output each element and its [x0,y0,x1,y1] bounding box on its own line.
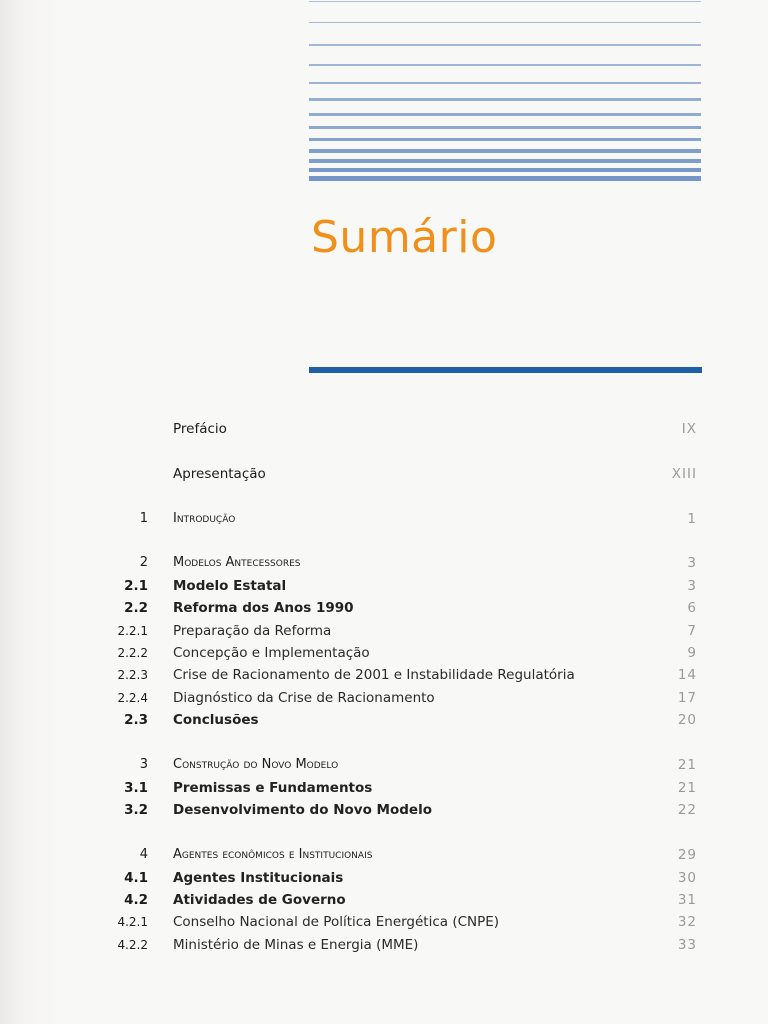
toc-entry-page: 30 [677,870,697,886]
toc-entry-number: 2.2 [124,600,148,616]
toc-entry-number: 3.2 [124,802,148,818]
toc-entry[interactable] [0,754,768,776]
toc-entry-number: 4.2.2 [117,938,148,952]
toc-entry-page: 31 [677,892,697,908]
toc-entry[interactable] [0,642,768,664]
toc-entry[interactable] [0,709,768,731]
toc-entry[interactable] [0,889,768,911]
toc-entry-page: 32 [677,914,697,930]
toc-entry[interactable] [0,463,768,485]
toc-entry-number: 2.2.4 [117,691,148,705]
toc-entry-title: Introdução [173,511,236,526]
toc-entry[interactable] [0,552,768,574]
toc-entry-page: 21 [677,757,697,773]
toc-entry-page: 7 [687,623,697,639]
toc-entry-page: 21 [677,780,697,796]
toc-entry-title: Modelo Estatal [173,578,287,594]
toc-entry[interactable] [0,575,768,597]
toc-entry-page: 22 [677,802,697,818]
toc-entry-page: XIII [671,466,697,482]
toc-entry-title: Preparação da Reforma [173,623,332,639]
toc-entry-page: 33 [677,937,697,953]
toc-entry-page: 9 [687,645,697,661]
toc-entry-title: Conclusões [173,712,259,728]
toc-entry[interactable] [0,687,768,709]
toc-entry-title: Agentes econômicos e Institucionais [173,847,373,862]
toc-entry-number: 3 [139,757,148,772]
toc-entry-page: 6 [687,600,697,616]
toc-entry[interactable] [0,867,768,889]
toc-entry-number: 2.3 [124,712,148,728]
toc-entry-number: 3.1 [124,780,148,796]
toc-entry-number: 2.2.2 [117,646,148,660]
toc-entry[interactable] [0,911,768,933]
toc-entry-number: 4.1 [124,870,148,886]
toc-entry-number: 1 [139,511,148,526]
toc-entry-page: IX [681,421,697,437]
toc-entry-title: Modelos Antecessores [173,555,301,570]
toc-entry-number: 2.2.3 [117,668,148,682]
toc-entry[interactable] [0,597,768,619]
toc-entry-title: Diagnóstico da Crise de Racionamento [173,690,435,706]
toc-entry-title: Reforma dos Anos 1990 [173,600,354,616]
toc-entry-number: 2.2.1 [117,624,148,638]
toc-entry-page: 20 [677,712,697,728]
toc-entry-page: 1 [687,511,697,527]
toc-entry-title: Concepção e Implementação [173,645,370,661]
toc-entry[interactable] [0,508,768,530]
toc-entry[interactable] [0,664,768,686]
toc-entry-title: Conselho Nacional de Política Energética (CNPE) [173,914,500,930]
toc-entry-title: Premissas e Fundamentos [173,780,373,796]
toc-entry-title: Crise de Racionamento de 2001 e Instabilidade Regulatória [173,667,575,683]
toc-entry-number: 4 [139,847,148,862]
page-title: Sumário [311,212,498,263]
toc-entry-number: 4.2.1 [117,915,148,929]
toc-entry[interactable] [0,777,768,799]
toc-entry[interactable] [0,799,768,821]
toc-entry-title: Atividades de Governo [173,892,346,908]
toc-entry[interactable] [0,844,768,866]
toc-entry-number: 2 [139,555,148,570]
toc-entry-page: 3 [687,555,697,571]
toc-entry-page: 29 [677,847,697,863]
toc-entry-title: Apresentação [173,466,266,482]
toc-entry-title: Ministério de Minas e Energia (MME) [173,937,419,953]
toc-entry-title: Agentes Institucionais [173,870,344,886]
toc-entry-title: Desenvolvimento do Novo Modelo [173,802,432,818]
toc-entry[interactable] [0,934,768,956]
toc-entry-number: 4.2 [124,892,148,908]
toc-entry-number: 2.1 [124,578,148,594]
toc-entry-title: Construção do Novo Modelo [173,757,339,772]
toc-entry-page: 14 [677,667,697,683]
toc-entry-title: Prefácio [173,421,227,437]
toc-entry[interactable] [0,418,768,440]
toc-entry-page: 17 [677,690,697,706]
toc-entry-page: 3 [687,578,697,594]
toc-entry[interactable] [0,620,768,642]
